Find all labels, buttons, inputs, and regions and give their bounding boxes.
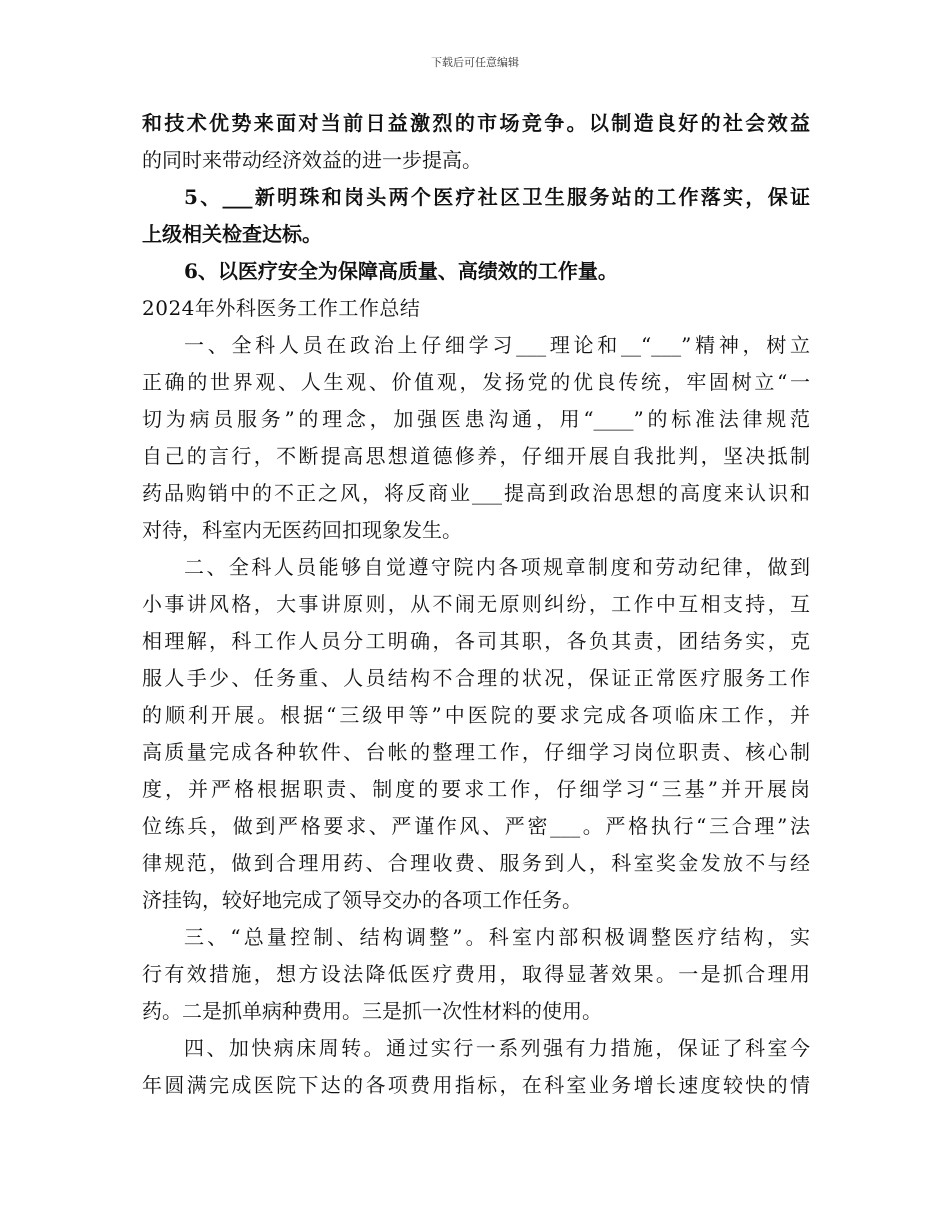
text-line: 的同时来带动经济效益的进一步提高。 [142, 148, 482, 172]
text-line: 二、全科人员能够自觉遵守院内各项规章制度和劳动纪律，做到 [184, 555, 810, 579]
text-line: 一、全科人员在政治上仔细学习___理论和__“___”精神，树立 [184, 333, 810, 357]
text-line: 律规范，做到合理用药、合理收费、服务到人，科室奖金发放不与经 [142, 851, 810, 875]
text-line: 切为病员服务”的理念，加强医患沟通，用“____”的标准法律规范 [142, 407, 810, 431]
page-header: 下载后可任意编辑 [431, 56, 519, 69]
text-line: 行有效措施，想方设法降低医疗费用，取得显著效果。一是抓合理用 [142, 962, 810, 986]
text-line: 度，并严格根据职责、制度的要求工作，仔细学习“三基”并开展岗 [142, 777, 810, 801]
text-line: 年圆满完成医院下达的各项费用指标，在科室业务增长速度较快的情 [142, 1073, 810, 1097]
text-line: 小事讲风格，大事讲原则，从不闹无原则纠纷，工作中互相支持，互 [142, 592, 810, 616]
text-line: 对待，科室内无医药回扣现象发生。 [142, 518, 462, 542]
text-line: 高质量完成各种软件、台帐的整理工作，仔细学习岗位职责、核心制 [142, 740, 810, 764]
text-line: 6、以医疗安全为保障高质量、高绩效的工作量。 [184, 259, 618, 283]
text-line: 四、加快病床周转。通过实行一系列强有力措施，保证了科室今 [184, 1036, 810, 1060]
text-line: 药。二是抓单病种费用。三是抓一次性材料的使用。 [142, 999, 602, 1023]
text-line: 上级相关检查达标。 [142, 222, 322, 246]
text-line: 相理解，科工作人员分工明确，各司其职，各负其责，团结务实，克 [142, 629, 810, 653]
text-line: 和技术优势来面对当前日益激烈的市场竞争。以制造良好的社会效益 [142, 111, 810, 135]
text-line: 的顺利开展。根据“三级甲等”中医院的要求完成各项临床工作，并 [142, 703, 810, 727]
section-title: 2024年外科医务工作工作总结 [142, 296, 421, 320]
text-line: 三、“总量控制、结构调整”。科室内部积极调整医疗结构，实 [184, 925, 810, 949]
text-line: 位练兵，做到严格要求、严谨作风、严密___。严格执行“三合理”法 [142, 814, 810, 838]
document-body [142, 105, 810, 1104]
text-line: 自己的言行，不断提高思想道德修养，仔细开展自我批判，坚决抵制 [142, 444, 810, 468]
text-line: 济挂钩，较好地完成了领导交办的各项工作任务。 [142, 888, 582, 912]
text-line: 服人手少、任务重、人员结构不合理的状况，保证正常医疗服务工作 [142, 666, 810, 690]
text-line: 正确的世界观、人生观、价值观，发扬党的优良传统，牢固树立“一 [142, 370, 810, 394]
text-line: 药品购销中的不正之风，将反商业___提高到政治思想的高度来认识和 [142, 481, 810, 505]
text-line: 5、___新明珠和岗头两个医疗社区卫生服务站的工作落实，保证 [184, 185, 810, 209]
